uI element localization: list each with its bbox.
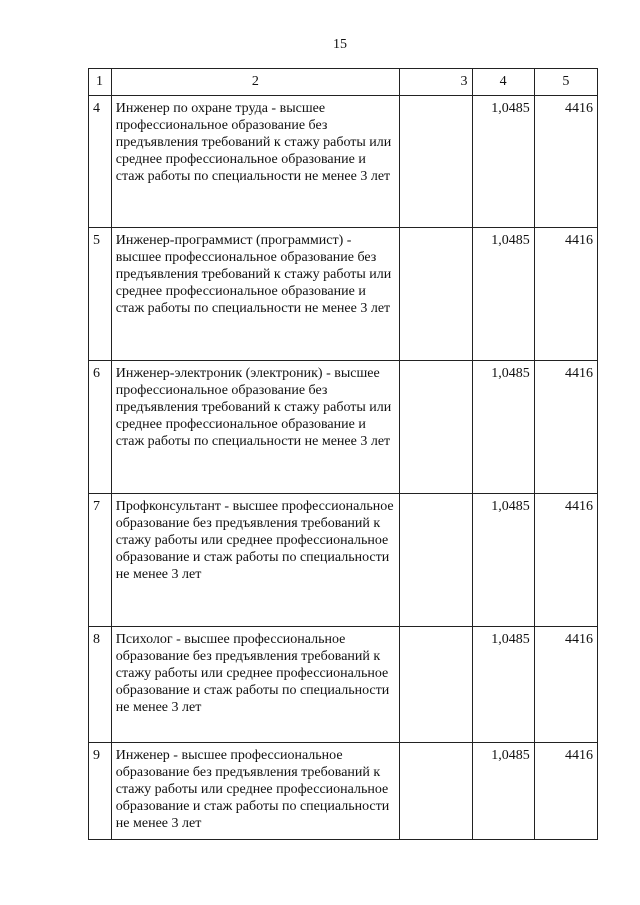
coefficient-cell: 1,0485 xyxy=(472,627,534,743)
row-number: 5 xyxy=(89,228,112,361)
value-cell: 4416 xyxy=(534,627,597,743)
table-row xyxy=(89,361,598,494)
column-3-cell xyxy=(399,228,472,361)
position-description: Психолог - высшее профессиональное образование без предъявления требований к стажу работы или среднее профессиональное образование и стаж работы по специальности не менее 3 лет xyxy=(111,627,399,743)
row-number: 6 xyxy=(89,361,112,494)
page-number: 15 xyxy=(333,37,347,52)
value-cell: 4416 xyxy=(534,494,597,627)
coefficient-cell: 1,0485 xyxy=(472,743,534,840)
column-header-2: 2 xyxy=(111,69,399,96)
column-3-cell xyxy=(399,627,472,743)
value-cell: 4416 xyxy=(534,743,597,840)
column-3-cell xyxy=(399,361,472,494)
value-cell: 4416 xyxy=(534,361,597,494)
position-description: Инженер по охране труда - высшее профессиональное образование без предъявления требований к стажу работы или среднее профессиональное образование и стаж работы по специальности не менее 3 лет xyxy=(111,96,399,228)
row-number: 8 xyxy=(89,627,112,743)
column-header-1: 1 xyxy=(89,69,112,96)
coefficient-cell: 1,0485 xyxy=(472,228,534,361)
positions-table xyxy=(88,68,598,840)
table-row xyxy=(89,743,598,840)
value-cell: 4416 xyxy=(534,228,597,361)
position-description: Профконсультант - высшее профессиональное образование без предъявления требований к стажу работы или среднее профессиональное образование и стаж работы по специальности не менее 3 лет xyxy=(111,494,399,627)
table-row xyxy=(89,494,598,627)
coefficient-cell: 1,0485 xyxy=(472,361,534,494)
table-row xyxy=(89,627,598,743)
column-header-3: 3 xyxy=(399,69,472,96)
position-description: Инженер-программист (программист) - высшее профессиональное образование без предъявления требований к стажу работы или среднее профессиональное образование и стаж работы по специальности не менее 3 лет xyxy=(111,228,399,361)
coefficient-cell: 1,0485 xyxy=(472,494,534,627)
position-description: Инженер - высшее профессиональное образование без предъявления требований к стажу работы или среднее профессиональное образование и стаж работы по специальности не менее 3 лет xyxy=(111,743,399,840)
coefficient-cell: 1,0485 xyxy=(472,96,534,228)
column-3-cell xyxy=(399,743,472,840)
column-header-4: 4 xyxy=(472,69,534,96)
table-row xyxy=(89,96,598,228)
column-header-5: 5 xyxy=(534,69,597,96)
column-3-cell xyxy=(399,96,472,228)
row-number: 7 xyxy=(89,494,112,627)
table-row xyxy=(89,228,598,361)
position-description: Инженер-электроник (электроник) - высшее профессиональное образование без предъявления требований к стажу работы или среднее профессиональное образование и стаж работы по специальности не менее 3 лет xyxy=(111,361,399,494)
value-cell: 4416 xyxy=(534,96,597,228)
row-number: 9 xyxy=(89,743,112,840)
column-3-cell xyxy=(399,494,472,627)
table-header-row xyxy=(89,69,598,96)
row-number: 4 xyxy=(89,96,112,228)
